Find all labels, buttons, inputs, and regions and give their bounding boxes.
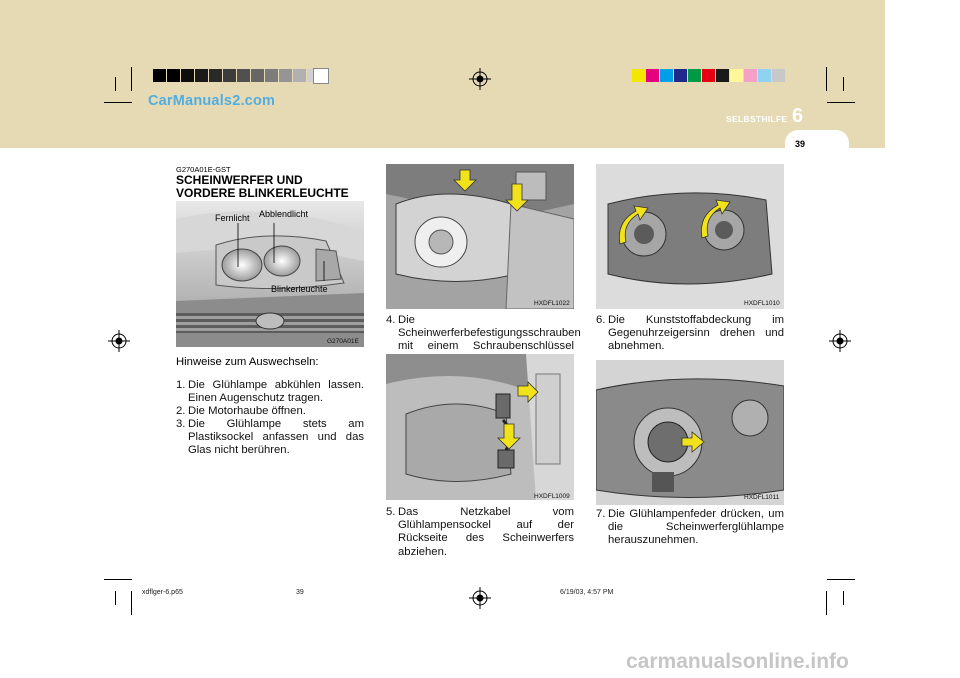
list-item: 1. Die Glühlampe abkühlen lassen. Einen Augenschutz tragen. <box>176 379 364 405</box>
headlight-cable-photo <box>386 354 574 500</box>
page-number-tab <box>785 130 849 156</box>
section-title-line2: VORDERE BLINKERLEUCHTE <box>176 186 349 200</box>
list-item: 4. Die Scheinwerferbefestigungsschrauben mit einem Schraubenschlüssel <box>386 314 581 353</box>
headlight-cover-photo <box>596 164 784 309</box>
section-title: SELBSTHILFE <box>726 114 788 124</box>
footer-page: 39 <box>296 589 304 596</box>
label-fernlicht: Fernlicht <box>215 213 250 223</box>
list-item: 3. Die Glühlampe stets am Plastiksockel anfassen und das Glas nicht berühren. <box>176 418 364 457</box>
list-item: 5. Das Netzkabel vom Glühlampensockel auf der Rückseite des Scheinwerfers abziehen. <box>386 506 574 558</box>
list-item: 2. Die Motorhaube öffnen. <box>176 405 306 417</box>
crosshair-icon <box>829 330 851 352</box>
section-code: G270A01E-GST <box>176 165 231 174</box>
watermark-top[interactable]: CarManuals2.com <box>148 93 276 109</box>
label-blinkerleuchte: Blinkerleuchte <box>271 284 328 294</box>
label-abblendlicht: Abblendlicht <box>259 209 309 219</box>
photo-code: HXDFL1011 <box>744 494 780 501</box>
list-item: 6. Die Kunststoffabdeckung im Gegenuhrzeigersinn drehen und abnehmen. <box>596 314 784 353</box>
section-number: 6 <box>792 105 804 127</box>
photo-code: HXDFL1010 <box>744 300 780 307</box>
headlight-bolts-photo <box>386 164 574 309</box>
crosshair-icon <box>108 330 130 352</box>
headlight-front-photo <box>176 201 364 347</box>
photo-code: HXDFL1022 <box>534 300 570 307</box>
intro-text: Hinweise zum Auswechseln: <box>176 356 319 368</box>
watermark-bottom[interactable]: carmanualsonline.info <box>626 650 849 673</box>
photo-code: HXDFL1009 <box>534 493 570 500</box>
photo-code: G270A01E <box>327 338 359 345</box>
section-title-line1: SCHEINWERFER UND <box>176 173 303 187</box>
footer-date: 6/19/03, 4:57 PM <box>560 589 614 596</box>
page-number: 39 <box>795 139 806 149</box>
crosshair-icon <box>469 587 491 609</box>
crosshair-icon <box>469 68 491 90</box>
footer-file: xdflger-6.p65 <box>142 589 183 596</box>
headlight-bulb-photo <box>596 360 784 505</box>
section-header <box>726 106 836 128</box>
list-item: 7. Die Glühlampenfeder drücken, um die Scheinwerferglühlampe herauszunehmen. <box>596 508 784 547</box>
